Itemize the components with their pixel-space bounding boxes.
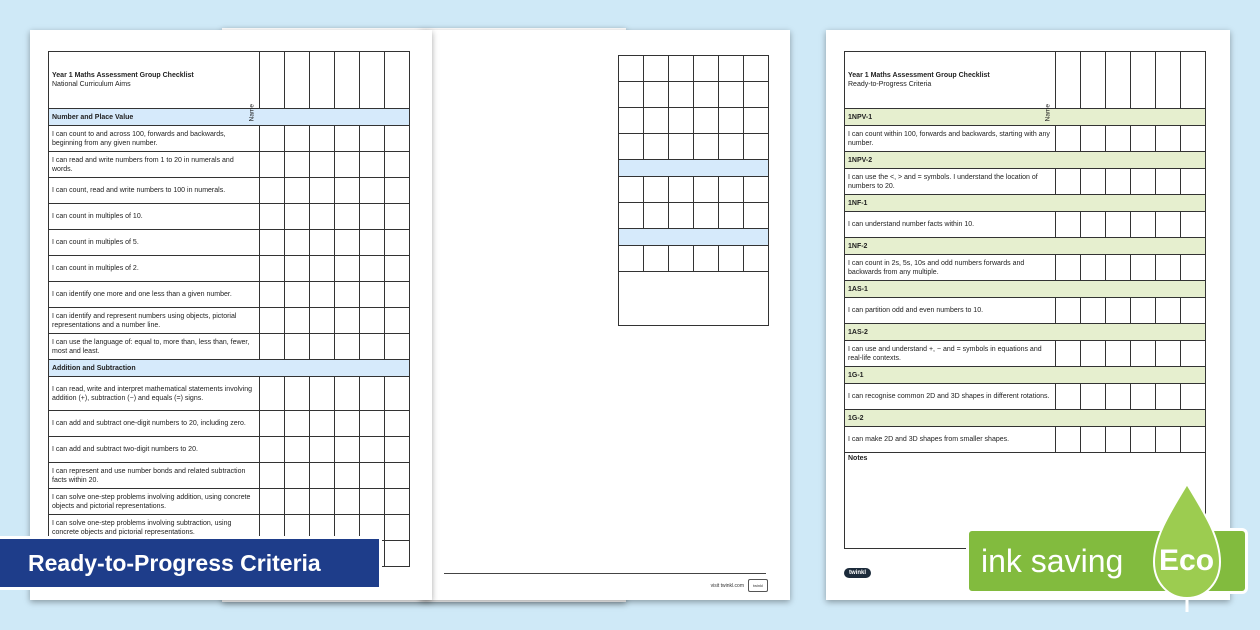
tick-cell[interactable]	[309, 411, 334, 437]
tick-cell[interactable]	[384, 437, 409, 463]
tick-cell[interactable]	[1155, 384, 1180, 410]
criteria-text: I can understand number facts within 10.	[845, 212, 1056, 238]
tick-cell[interactable]	[309, 204, 334, 230]
tick-cell[interactable]	[359, 204, 384, 230]
tick-cell[interactable]	[309, 230, 334, 256]
tick-cell[interactable]	[359, 489, 384, 515]
tick-cell[interactable]	[619, 56, 644, 82]
tick-cell[interactable]	[284, 377, 309, 411]
criteria-text: I can count within 100, forwards and backwards, starting with any number.	[845, 126, 1056, 152]
tick-cell[interactable]	[1080, 341, 1105, 367]
tick-cell[interactable]	[1055, 341, 1080, 367]
tick-cell[interactable]	[309, 152, 334, 178]
tick-cell[interactable]	[719, 56, 744, 82]
tick-cell[interactable]	[744, 246, 769, 272]
tick-cell[interactable]	[309, 437, 334, 463]
tick-cell[interactable]	[1055, 169, 1080, 195]
tick-cell[interactable]	[359, 463, 384, 489]
tick-cell[interactable]	[1155, 427, 1180, 453]
tick-cell[interactable]	[1105, 52, 1130, 109]
tick-cell[interactable]	[334, 204, 359, 230]
tick-cell[interactable]	[334, 489, 359, 515]
tick-cell[interactable]	[619, 108, 644, 134]
tick-cell[interactable]	[284, 308, 309, 334]
tick-cell[interactable]	[1130, 341, 1155, 367]
tick-cell[interactable]	[359, 52, 384, 109]
criteria-text: I can identify and represent numbers using objects, pictorial representations and a number line.	[49, 308, 260, 334]
tick-cell[interactable]	[359, 230, 384, 256]
tick-cell[interactable]	[384, 515, 409, 541]
tick-cell[interactable]	[309, 489, 334, 515]
tick-cell[interactable]	[669, 246, 694, 272]
tick-cell[interactable]	[1080, 427, 1105, 453]
page-footer	[711, 579, 768, 592]
tick-cell[interactable]	[644, 56, 669, 82]
tick-cell[interactable]	[1105, 212, 1130, 238]
tick-cell[interactable]	[744, 56, 769, 82]
tick-cell[interactable]	[384, 152, 409, 178]
tick-cell[interactable]	[384, 541, 409, 567]
twinkl-logo-icon: twinkl	[844, 568, 871, 578]
tick-cell[interactable]	[1105, 126, 1130, 152]
tick-cell[interactable]	[284, 282, 309, 308]
tick-cell[interactable]	[334, 308, 359, 334]
tick-cell[interactable]	[744, 134, 769, 160]
tick-cell[interactable]	[284, 437, 309, 463]
tick-cell[interactable]	[384, 126, 409, 152]
tick-cell[interactable]	[1080, 298, 1105, 324]
tick-cell[interactable]	[1130, 298, 1155, 324]
tick-cell[interactable]	[384, 489, 409, 515]
tick-cell[interactable]	[669, 82, 694, 108]
tick-cell[interactable]	[1130, 255, 1155, 281]
tick-cell[interactable]	[309, 52, 334, 109]
tick-cell[interactable]	[334, 463, 359, 489]
tick-cell[interactable]	[1155, 212, 1180, 238]
tick-cell[interactable]	[1105, 341, 1130, 367]
tick-cell[interactable]	[284, 334, 309, 360]
criteria-text: I can count in 2s, 5s, 10s and odd numbers forwards and backwards from any multiple.	[845, 255, 1056, 281]
tick-cell[interactable]	[334, 377, 359, 411]
tick-cell[interactable]	[1105, 384, 1130, 410]
tick-cell[interactable]	[359, 437, 384, 463]
tick-cell[interactable]	[719, 246, 744, 272]
checklist-table	[48, 51, 410, 567]
tick-cell[interactable]	[694, 246, 719, 272]
tick-cell[interactable]	[359, 411, 384, 437]
tick-cell[interactable]	[359, 126, 384, 152]
criteria-text: I can use and understand +, − and = symbols in equations and real-life contexts.	[845, 341, 1056, 367]
tick-cell[interactable]	[744, 82, 769, 108]
tick-cell[interactable]	[284, 178, 309, 204]
tick-cell[interactable]	[259, 489, 284, 515]
tick-cell[interactable]	[259, 334, 284, 360]
tick-cell[interactable]	[719, 177, 744, 203]
tick-cell[interactable]	[334, 334, 359, 360]
tick-cell[interactable]	[1130, 126, 1155, 152]
tick-cell[interactable]	[1155, 298, 1180, 324]
criteria-text: I can use the language of: equal to, more than, less than, fewer, most and least.	[49, 334, 260, 360]
tick-cell[interactable]	[259, 411, 284, 437]
tick-cell[interactable]	[694, 56, 719, 82]
tick-cell[interactable]	[744, 177, 769, 203]
tick-cell[interactable]	[284, 52, 309, 109]
tick-cell[interactable]	[334, 178, 359, 204]
tick-cell[interactable]	[359, 256, 384, 282]
tick-cell[interactable]	[1180, 212, 1205, 238]
tick-cell[interactable]	[259, 126, 284, 152]
tick-cell[interactable]	[1155, 52, 1180, 109]
tick-cell[interactable]	[309, 256, 334, 282]
footer-url: visit twinkl.com	[710, 582, 744, 589]
criteria-code: 1G-2	[845, 410, 1206, 427]
section-heading: Addition and Subtraction	[49, 360, 410, 377]
tick-cell[interactable]	[694, 177, 719, 203]
tick-cell[interactable]	[644, 203, 669, 229]
tick-cell[interactable]	[1155, 126, 1180, 152]
tick-cell[interactable]	[669, 177, 694, 203]
criteria-code: 1NPV-2	[845, 152, 1206, 169]
tick-cell[interactable]	[719, 203, 744, 229]
tick-cell[interactable]	[309, 334, 334, 360]
notes-box[interactable]: Notes	[845, 453, 1206, 549]
tick-cell[interactable]	[1180, 126, 1205, 152]
tick-cell[interactable]	[719, 134, 744, 160]
tick-cell[interactable]	[1130, 212, 1155, 238]
criteria-text: I can count in multiples of 10.	[49, 204, 260, 230]
tick-cell[interactable]	[309, 463, 334, 489]
tick-cell[interactable]	[259, 230, 284, 256]
tick-cell[interactable]	[259, 256, 284, 282]
tick-cell[interactable]	[359, 334, 384, 360]
tick-cell[interactable]	[284, 463, 309, 489]
tick-cell[interactable]	[719, 108, 744, 134]
tick-cell[interactable]	[384, 204, 409, 230]
criteria-text: I can count, read and write numbers to 100 in numerals.	[49, 178, 260, 204]
criteria-code: 1AS-1	[845, 281, 1206, 298]
tick-cell[interactable]	[619, 134, 644, 160]
criteria-text: I can solve one-step problems involving addition, using concrete objects and pictorial representations.	[49, 489, 260, 515]
tick-cell[interactable]	[1180, 169, 1205, 195]
tick-cell[interactable]	[644, 108, 669, 134]
tick-cell[interactable]	[309, 178, 334, 204]
tick-cell[interactable]	[1130, 427, 1155, 453]
name-column-label: Name	[248, 104, 256, 122]
tick-cell[interactable]	[384, 52, 409, 109]
tick-cell[interactable]	[1180, 427, 1205, 453]
criteria-text: I can make 2D and 3D shapes from smaller shapes.	[845, 427, 1056, 453]
criteria-code: 1NPV-1	[845, 109, 1206, 126]
tick-cell[interactable]	[1055, 298, 1080, 324]
tick-cell[interactable]	[259, 178, 284, 204]
tick-cell[interactable]	[1155, 255, 1180, 281]
tick-cell[interactable]	[619, 82, 644, 108]
tick-cell[interactable]	[284, 411, 309, 437]
tick-cell[interactable]	[284, 230, 309, 256]
tick-cell[interactable]	[644, 82, 669, 108]
tick-cell[interactable]	[259, 52, 284, 109]
tick-cell[interactable]	[1080, 169, 1105, 195]
tick-cell[interactable]	[694, 134, 719, 160]
checklist-table	[844, 51, 1206, 549]
tick-cell[interactable]	[1105, 169, 1130, 195]
criteria-text: I can identify one more and one less than a given number.	[49, 282, 260, 308]
criteria-text: I can count in multiples of 5.	[49, 230, 260, 256]
tick-cell[interactable]	[1055, 427, 1080, 453]
tick-cell[interactable]	[1130, 384, 1155, 410]
criteria-code: 1NF-2	[845, 238, 1206, 255]
criteria-code: 1NF-1	[845, 195, 1206, 212]
tick-cell[interactable]	[1055, 212, 1080, 238]
tick-cell[interactable]	[384, 411, 409, 437]
tick-cell[interactable]	[334, 230, 359, 256]
tick-cell[interactable]	[259, 282, 284, 308]
worksheet-page-national-curriculum	[30, 30, 432, 600]
tick-cell[interactable]	[259, 152, 284, 178]
tick-cell[interactable]	[284, 204, 309, 230]
name-column-label: Name	[1044, 104, 1052, 122]
tick-cell[interactable]	[259, 463, 284, 489]
tick-cell[interactable]	[694, 203, 719, 229]
tick-cell[interactable]	[1180, 384, 1205, 410]
tick-cell[interactable]	[644, 177, 669, 203]
ink-saving-label: ink saving	[981, 542, 1124, 579]
tick-cell[interactable]	[284, 126, 309, 152]
tick-cell[interactable]	[384, 308, 409, 334]
tick-cell[interactable]	[334, 282, 359, 308]
tick-cell[interactable]	[1180, 298, 1205, 324]
tick-cell[interactable]	[334, 256, 359, 282]
tick-cell[interactable]	[719, 82, 744, 108]
tick-cell[interactable]	[1180, 341, 1205, 367]
criteria-text: I can represent and use number bonds and related subtraction facts within 20.	[49, 463, 260, 489]
criteria-text: I can read and write numbers from 1 to 20 in numerals and words.	[49, 152, 260, 178]
tick-cell[interactable]	[1130, 52, 1155, 109]
tick-cell[interactable]	[644, 246, 669, 272]
tick-cell[interactable]	[1105, 427, 1130, 453]
tick-cell[interactable]	[309, 126, 334, 152]
tick-cell[interactable]	[334, 437, 359, 463]
tick-cell[interactable]	[1080, 384, 1105, 410]
criteria-text: I can count to and across 100, forwards and backwards, beginning from any given number.	[49, 126, 260, 152]
tick-cell[interactable]	[1080, 126, 1105, 152]
tick-cell[interactable]	[619, 246, 644, 272]
tick-cell[interactable]	[1055, 384, 1080, 410]
tick-cell[interactable]	[1105, 255, 1130, 281]
tick-cell[interactable]	[359, 282, 384, 308]
tick-cell[interactable]	[619, 177, 644, 203]
banner-title: Ready-to-Progress Criteria	[28, 549, 321, 576]
tick-cell[interactable]	[1180, 255, 1205, 281]
tick-cell[interactable]	[309, 308, 334, 334]
criteria-text: I can count in multiples of 2.	[49, 256, 260, 282]
tick-cell[interactable]	[284, 152, 309, 178]
tick-cell[interactable]	[619, 203, 644, 229]
criteria-banner	[0, 536, 382, 590]
tick-cell[interactable]	[669, 203, 694, 229]
tick-cell[interactable]	[1080, 255, 1105, 281]
criteria-text: I can partition odd and even numbers to 10.	[845, 298, 1056, 324]
tick-cell[interactable]	[1055, 126, 1080, 152]
tick-cell[interactable]	[744, 203, 769, 229]
eco-label: Eco	[1159, 544, 1215, 577]
tick-cell[interactable]	[1055, 52, 1080, 109]
tick-cell[interactable]	[1180, 52, 1205, 109]
checklist-table	[618, 55, 769, 326]
tick-cell[interactable]	[259, 377, 284, 411]
criteria-text: I can solve one-step problems involving subtraction, using concrete objects and pictorial representations.	[49, 515, 260, 541]
tick-cell[interactable]	[334, 52, 359, 109]
tick-cell[interactable]	[744, 108, 769, 134]
criteria-text: I can read, write and interpret mathematical statements involving addition (+), subtraction (−) and equals (=) signs.	[49, 377, 260, 411]
tick-cell[interactable]	[384, 256, 409, 282]
tick-cell[interactable]	[334, 152, 359, 178]
criteria-text: I can add and subtract one-digit numbers to 20, including zero.	[49, 411, 260, 437]
tick-cell[interactable]	[644, 134, 669, 160]
tick-cell[interactable]	[1105, 298, 1130, 324]
tick-cell[interactable]	[384, 463, 409, 489]
tick-cell[interactable]	[384, 282, 409, 308]
tick-cell[interactable]	[359, 308, 384, 334]
tick-cell[interactable]	[694, 82, 719, 108]
tick-cell[interactable]	[359, 178, 384, 204]
tick-cell[interactable]	[1055, 255, 1080, 281]
criteria-text: I can recognise common 2D and 3D shapes in different rotations.	[845, 384, 1056, 410]
tick-cell[interactable]	[694, 108, 719, 134]
tick-cell[interactable]	[359, 377, 384, 411]
criteria-text: I can add and subtract two-digit numbers to 20.	[49, 437, 260, 463]
section-heading: Number and Place Value	[49, 109, 410, 126]
table-title: Year 1 Maths Assessment Group Checklist Ready-to-Progress Criteria Name	[845, 52, 1056, 109]
tick-cell[interactable]	[259, 437, 284, 463]
table-title: Year 1 Maths Assessment Group Checklist National Curriculum Aims Name	[49, 52, 260, 109]
tick-cell[interactable]	[259, 308, 284, 334]
tick-cell[interactable]	[309, 282, 334, 308]
tick-cell[interactable]	[1155, 169, 1180, 195]
tick-cell[interactable]	[384, 230, 409, 256]
tick-cell[interactable]	[1130, 169, 1155, 195]
tick-cell[interactable]	[1080, 52, 1105, 109]
twinkl-logo-icon: twinkl	[748, 579, 768, 592]
tick-cell[interactable]	[309, 377, 334, 411]
tick-cell[interactable]	[384, 377, 409, 411]
tick-cell[interactable]	[284, 489, 309, 515]
tick-cell[interactable]	[669, 134, 694, 160]
tick-cell[interactable]	[669, 56, 694, 82]
tick-cell[interactable]	[384, 334, 409, 360]
tick-cell[interactable]	[1155, 341, 1180, 367]
tick-cell[interactable]	[359, 152, 384, 178]
tick-cell[interactable]	[259, 204, 284, 230]
tick-cell[interactable]	[334, 411, 359, 437]
tick-cell[interactable]	[384, 178, 409, 204]
worksheet-page-middle	[420, 30, 790, 600]
criteria-text: I can use the <, > and = symbols. I understand the location of numbers to 20.	[845, 169, 1056, 195]
tick-cell[interactable]	[669, 108, 694, 134]
tick-cell[interactable]	[1080, 212, 1105, 238]
tick-cell[interactable]	[284, 256, 309, 282]
criteria-code: 1AS-2	[845, 324, 1206, 341]
tick-cell[interactable]	[334, 126, 359, 152]
criteria-code: 1G-1	[845, 367, 1206, 384]
